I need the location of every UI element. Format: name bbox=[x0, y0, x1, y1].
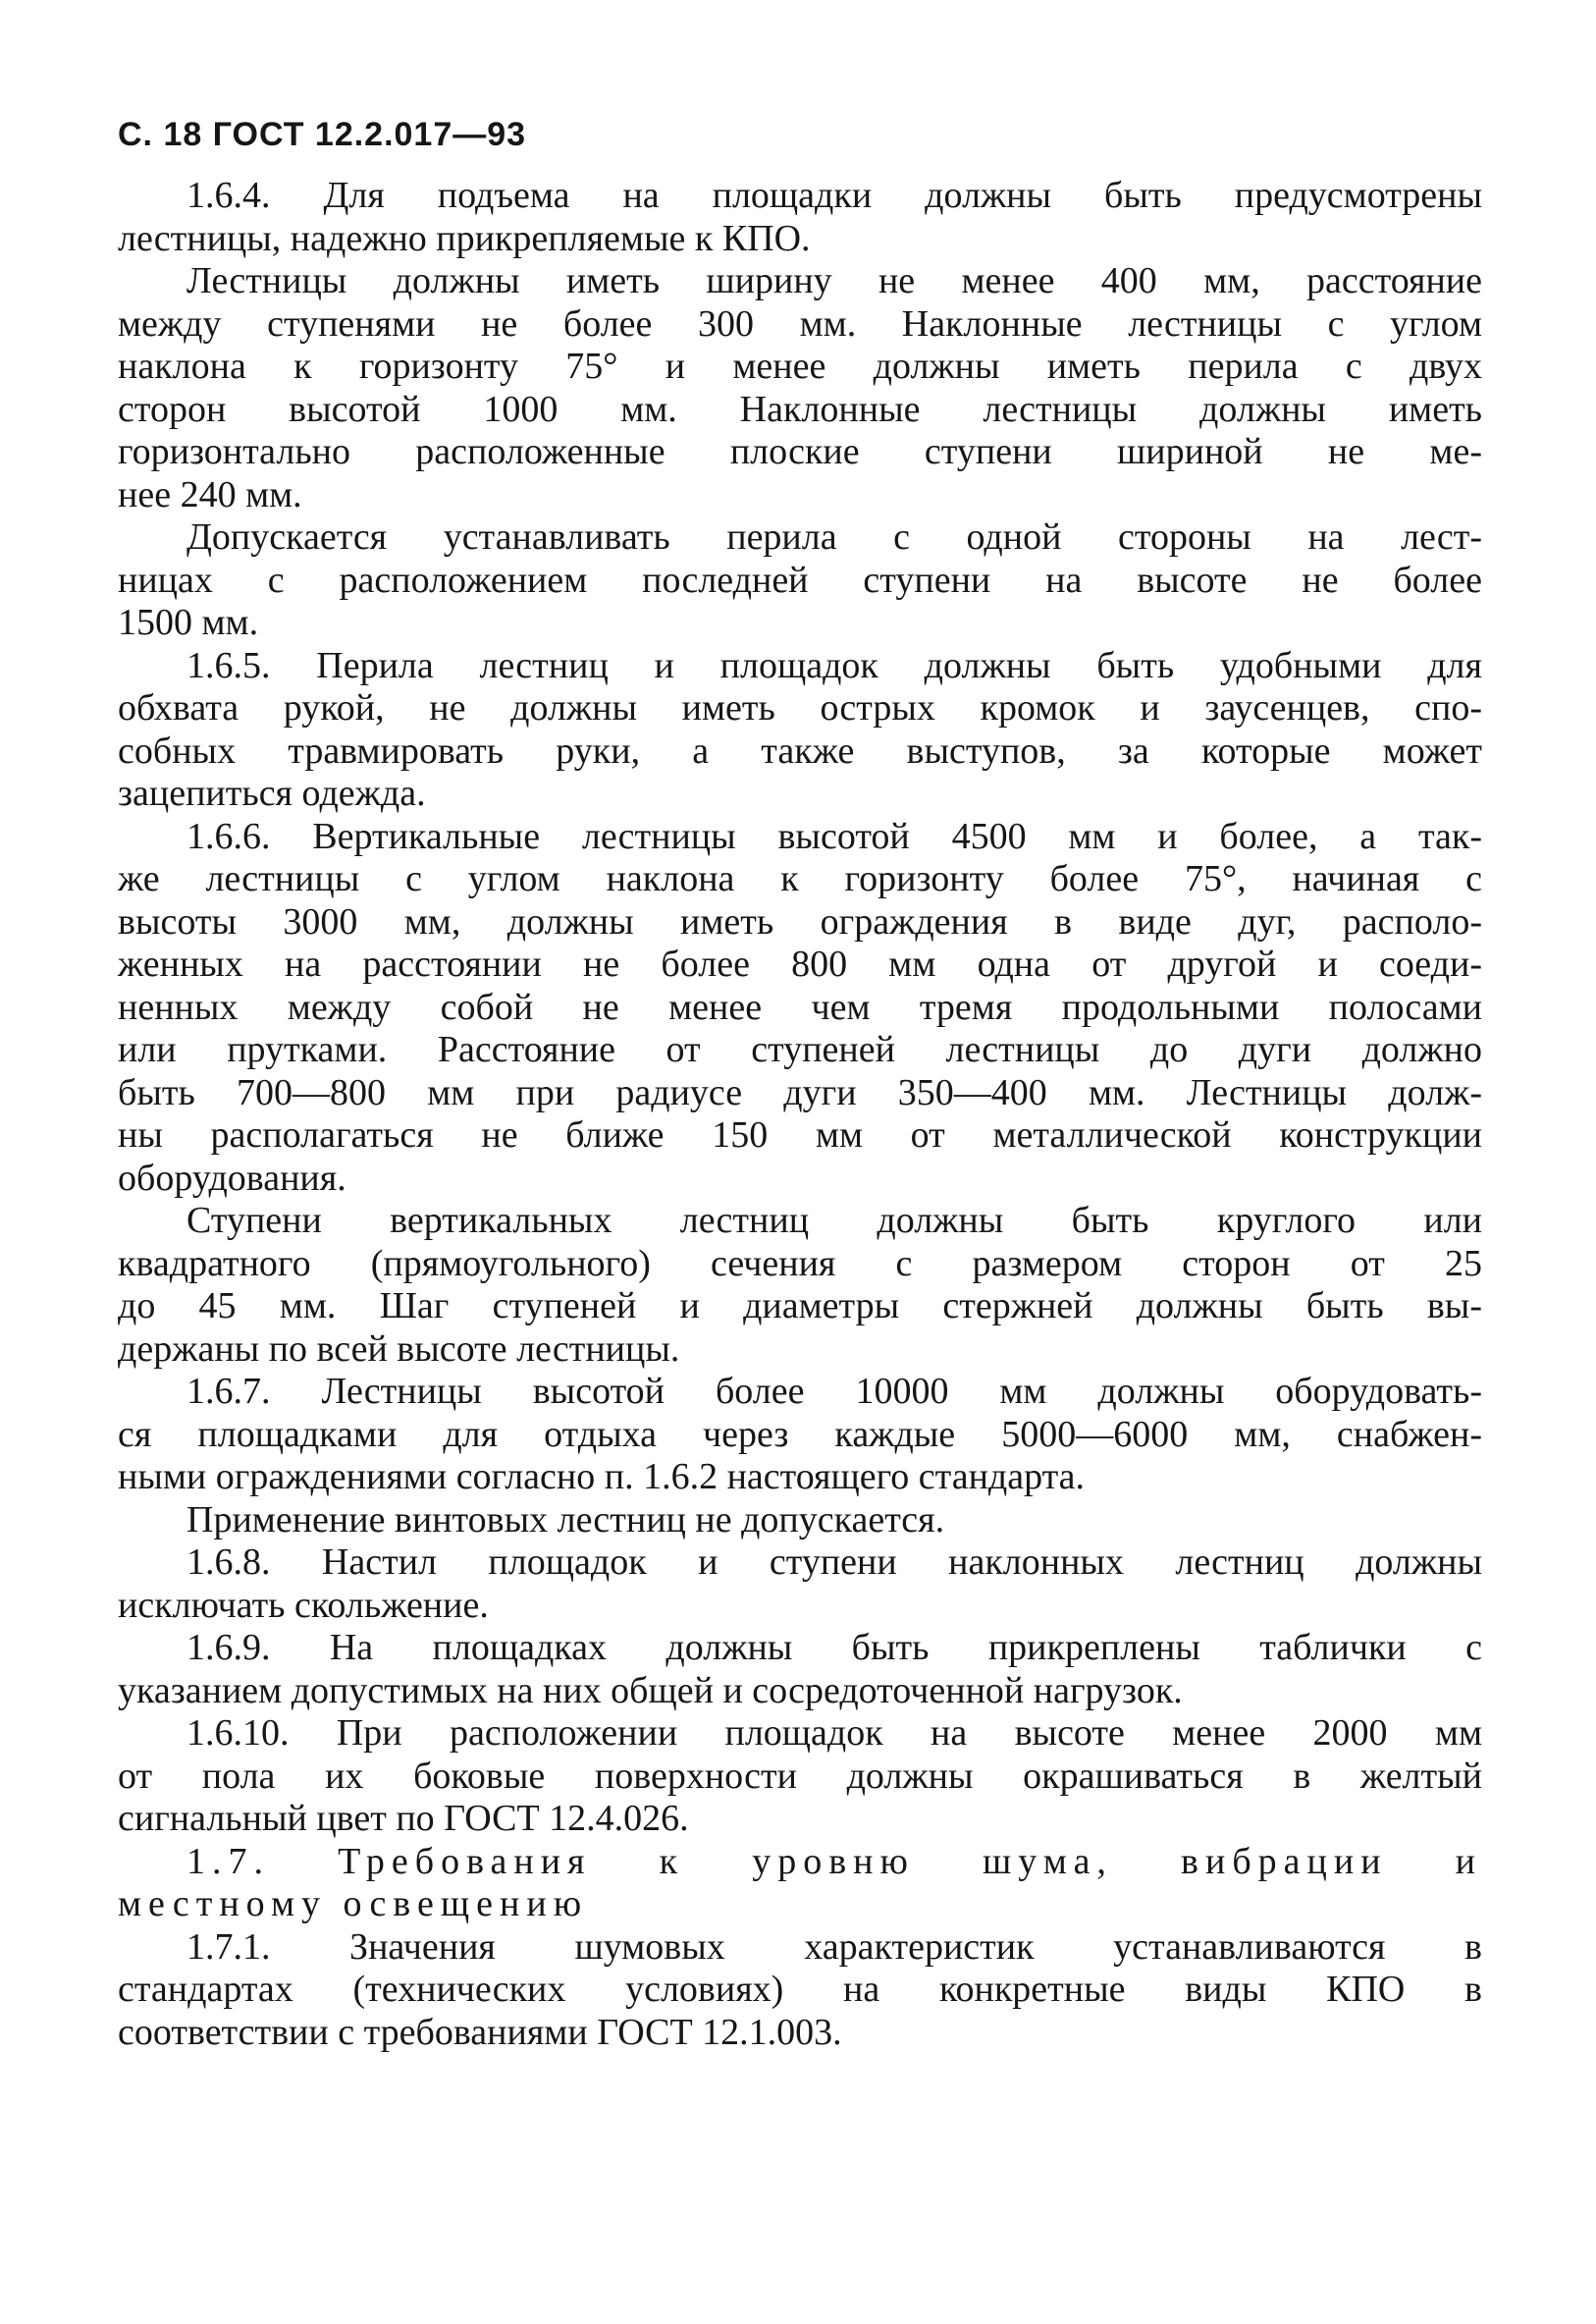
text-line: 1.7. Требования к уровню шума, вибрации и bbox=[186, 1840, 1482, 1882]
text-line: наклона к горизонту 75° и менее должны иметь перила с двух bbox=[118, 346, 1482, 387]
text-line: зацепиться одежда. bbox=[118, 773, 426, 814]
text-line: быть 700—800 мм при радиусе дуги 350—400 мм. Лестницы долж- bbox=[118, 1071, 1482, 1113]
text-line: сторон высотой 1000 мм. Наклонные лестницы должны иметь bbox=[118, 388, 1482, 430]
page-header: С. 18 ГОСТ 12.2.017—93 bbox=[118, 116, 527, 153]
text-line: 1.6.5. Перила лестниц и площадок должны быть удобными для bbox=[186, 644, 1482, 686]
text-line: Лестницы должны иметь ширину не менее 400 мм, расстояние bbox=[186, 260, 1482, 301]
text-line: между ступенями не более 300 мм. Наклонные лестницы с углом bbox=[118, 302, 1482, 345]
text-line: высоты 3000 мм, должны иметь ограждения в виде дуг, располо- bbox=[118, 900, 1482, 943]
text-line: 1.6.8. Настил площадок и ступени наклонных лестниц должны bbox=[186, 1541, 1482, 1583]
text-line: же лестницы с углом наклона к горизонту более 75°, начиная с bbox=[118, 858, 1482, 899]
text-line: ны располагаться не ближе 150 мм от металлической конструкции bbox=[118, 1114, 1482, 1156]
text-line: ными ограждениями согласно п. 1.6.2 настоящего стандарта. bbox=[118, 1456, 1086, 1497]
text-line: 1.6.7. Лестницы высотой более 10000 мм должны оборудовать- bbox=[186, 1371, 1482, 1412]
text-line: ненных между собой не менее чем тремя продольными полосами bbox=[118, 986, 1482, 1028]
text-line: лестницы, надежно прикрепляемые к КПО. bbox=[118, 217, 811, 259]
text-line: квадратного (прямоугольного) сечения с размером сторон от 25 bbox=[118, 1242, 1482, 1284]
text-line: Допускается устанавливать перила с одной стороны на лест- bbox=[186, 516, 1482, 558]
text-line: до 45 мм. Шаг ступеней и диаметры стержней должны быть вы- bbox=[118, 1285, 1482, 1326]
text-line: указанием допустимых на них общей и сосредоточенной нагрузок. bbox=[118, 1669, 1183, 1711]
text-line: обхвата рукой, не должны иметь острых кромок и заусенцев, спо- bbox=[118, 687, 1482, 729]
text-line: местному освещению bbox=[118, 1883, 589, 1924]
text-line: стандартах (технических условиях) на конкретные виды КПО в bbox=[118, 1969, 1482, 2010]
text-line: горизонтально расположенные плоские ступени шириной не ме- bbox=[118, 431, 1482, 472]
text-line: или прутками. Расстояние от ступеней лестницы до дуги должно bbox=[118, 1029, 1482, 1070]
text-line: оборудования. bbox=[118, 1157, 346, 1199]
text-line: 1.6.10. При расположении площадок на высоте менее 2000 мм bbox=[186, 1712, 1482, 1754]
text-line: держаны по всей высоте лестницы. bbox=[118, 1327, 680, 1370]
text-line: 1500 мм. bbox=[118, 602, 259, 643]
text-line: 1.6.6. Вертикальные лестницы высотой 4500 мм и более, а так- bbox=[186, 815, 1482, 857]
text-line: 1.6.4. Для подъема на площадки должны быть предусмотрены bbox=[186, 175, 1482, 216]
text-line: ся площадками для отдыха через каждые 5000—6000 мм, снабжен- bbox=[118, 1413, 1482, 1455]
body-text bbox=[118, 175, 1482, 2054]
text-line: Ступени вертикальных лестниц должны быть круглого или bbox=[186, 1200, 1482, 1241]
text-line: от пола их боковые поверхности должны окрашиваться в желтый bbox=[118, 1755, 1482, 1797]
text-line: 1.7.1. Значения шумовых характеристик устанавливаются в bbox=[186, 1925, 1482, 1968]
text-line: ницах с расположением последней ступени на высоте не более bbox=[118, 559, 1482, 601]
text-line: женных на расстоянии не более 800 мм одна от другой и соеди- bbox=[118, 944, 1482, 985]
text-line: сигнальный цвет по ГОСТ 12.4.026. bbox=[118, 1798, 689, 1839]
text-line: соответствии с требованиями ГОСТ 12.1.003. bbox=[118, 2011, 842, 2053]
text-line: собных травмировать руки, а также выступов, за которые может bbox=[118, 730, 1482, 772]
text-line: нее 240 мм. bbox=[118, 473, 302, 515]
text-line: Применение винтовых лестниц не допускается. bbox=[186, 1498, 945, 1540]
text-line: исключать скольжение. bbox=[118, 1584, 489, 1626]
text-line: 1.6.9. На площадках должны быть прикреплены таблички с bbox=[186, 1627, 1482, 1668]
